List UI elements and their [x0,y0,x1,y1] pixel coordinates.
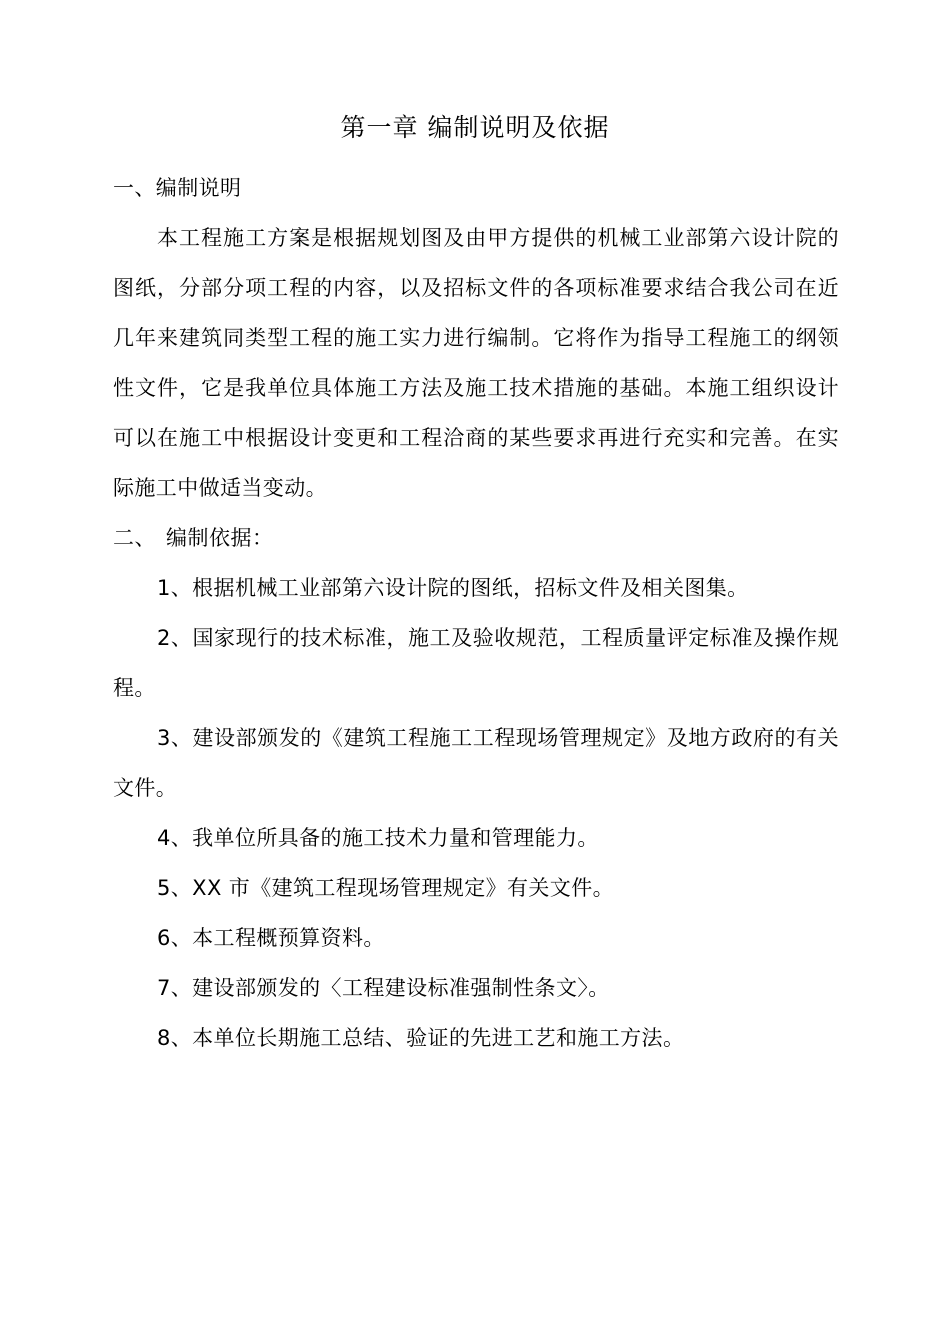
basis-item-6: 6、本工程概预算资料。 [157,926,385,950]
basis-item-7: 7、建设部颁发的〈工程建设标准强制性条文〉。 [157,976,610,1000]
document-body [113,163,839,1063]
basis-item-1: 1、根据机械工业部第六设计院的图纸，招标文件及相关图集。 [157,576,749,600]
basis-item-2: 2、国家现行的技术标准，施工及验收规范，工程质量评定标准及操作规程。 [113,626,839,700]
basis-item-4: 4、我单位所具备的施工技术力量和管理能力。 [157,826,599,850]
basis-item-5: 5、XX 市《建筑工程现场管理规定》有关文件。 [157,876,615,900]
section-heading-basis-number: 二、 [113,526,156,550]
section-heading-explanation: 一、编制说明 [113,176,242,200]
chapter-title: 第一章 编制说明及依据 [340,113,610,142]
explanation-paragraph: 本工程施工方案是根据规划图及由甲方提供的机械工业部第六设计院的图纸，分部分项工程的内容，以及招标文件的各项标准要求结合我公司在近几年来建筑同类型工程的施工实力进行编制。它将作为指导工程施工的纲领性文件，它是我单位具体施工方法及施工技术措施的基础。本施工组织设计可以在施工中根据设计变更和工程洽商的某些要求再进行充实和完善。在实际施工中做适当变动。 [113,226,839,500]
basis-item-8: 8、本单位长期施工总结、验证的先进工艺和施工方法。 [157,1026,685,1050]
basis-item-3: 3、建设部颁发的《建筑工程施工工程现场管理规定》及地方政府的有关文件。 [113,726,839,800]
section-heading-basis-text: 编制依据： [166,526,274,550]
section-heading-basis [113,513,839,563]
